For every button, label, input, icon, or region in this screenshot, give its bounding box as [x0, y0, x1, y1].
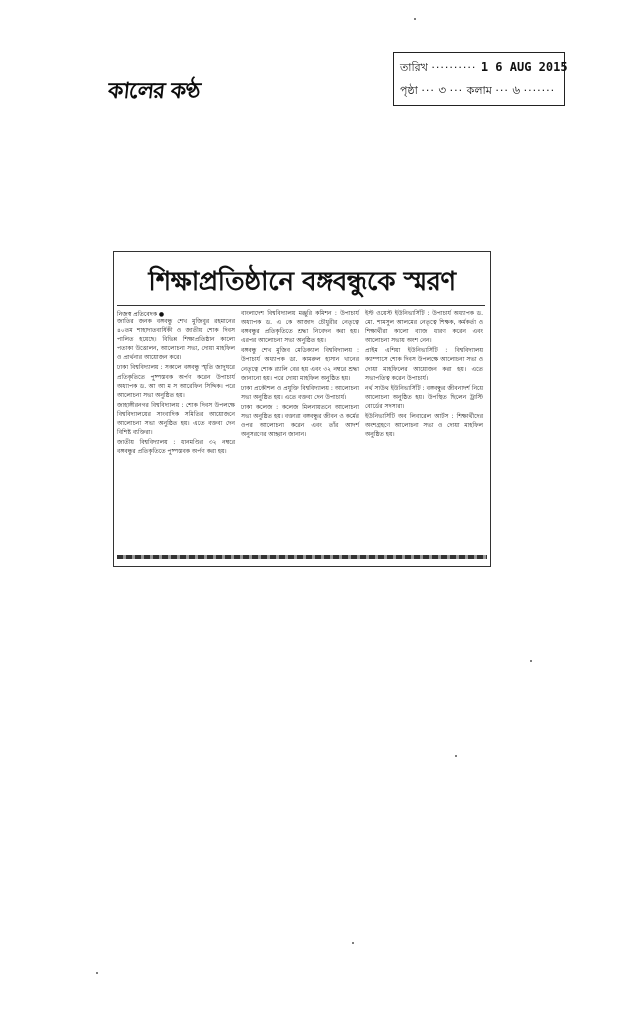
scan-speck	[414, 18, 416, 20]
article-column-2	[241, 309, 359, 440]
paragraph: বঙ্গবন্ধু শেখ মুজিব মেডিক্যাল বিশ্ববিদ্যালয় : উপাচার্য অধ্যাপক ডা. কামরুল হাসান খানের নেতৃত্বে শোক র‍্যালি বের হয় এবং ৩২ নম্বরে শ্রদ্ধা জানানো হয়। পরে দোয়া মাহফিল অনুষ্ঠিত হয়।	[241, 347, 359, 382]
stamp-page-row: পৃষ্ঠা ··· ৩ ··· কলাম ··· ৬ ·······	[400, 83, 556, 97]
paragraph: ঢাকা প্রকৌশল ও প্রযুক্তি বিশ্ববিদ্যালয় : আলোচনা সভা অনুষ্ঠিত হয়। এতে বক্তব্য দেন উপাচার্য।	[241, 384, 359, 401]
article-column-3	[365, 309, 483, 440]
scan-speck	[96, 972, 98, 974]
stamp-date-label: তারিখ	[400, 61, 428, 74]
scan-speck	[530, 660, 532, 662]
newspaper-masthead: কালের কণ্ঠ	[106, 78, 201, 104]
article-clipping	[113, 251, 491, 571]
paragraph: ঢাকা বিশ্ববিদ্যালয় : সকালে বঙ্গবন্ধু স্মৃতি জাদুঘরে প্রতিকৃতিতে পুষ্পস্তবক অর্পণ করেন উপাচার্য অধ্যাপক ড. আ আ ম স আরেফিন সিদ্দিক। পরে আলোচনা সভা অনুষ্ঠিত হয়।	[117, 364, 235, 399]
paragraph: বাংলাদেশ বিশ্ববিদ্যালয় মঞ্জুরি কমিশন : উপাচার্য অধ্যাপক ড. এ কে আজাদ চৌধুরীর নেতৃত্বে বঙ্গবন্ধুর প্রতিকৃতিতে শ্রদ্ধা নিবেদন করা হয়। এরপর আলোচনা সভা অনুষ্ঠিত হয়।	[241, 310, 359, 345]
paragraph: ইউনিভার্সিটি অব লিবারেল আর্টস : শিক্ষার্থীদের অংশগ্রহণে আলোচনা সভা ও দোয়া মাহফিল অনুষ্ঠিত হয়।	[365, 413, 483, 439]
paragraph: জাহাঙ্গীরনগর বিশ্ববিদ্যালয় : শোক দিবস উপলক্ষে বিশ্ববিদ্যালয়ের সাংবাদিক সমিতির আয়োজনে আলোচনা সভা অনুষ্ঠিত হয়। এতে বক্তব্য দেন বিশিষ্ট ব্যক্তিরা।	[117, 401, 235, 437]
article-column-1	[117, 317, 235, 457]
clipping-bottom-rule	[117, 555, 487, 559]
stamp-page-label: পৃষ্ঠা	[400, 84, 418, 97]
paragraph: নর্থ সাউথ ইউনিভার্সিটি : বঙ্গবন্ধুর জীবনাদর্শ নিয়ে আলোচনা অনুষ্ঠিত হয়। উপস্থিত ছিলেন ট্রাস্টি বোর্ডের সদস্যরা।	[365, 384, 483, 410]
stamp-date-value: 1 6 AUG 2015	[480, 60, 568, 74]
paragraph: জাতীয় বিশ্ববিদ্যালয় : ধানমণ্ডির ৩২ নম্বরে বঙ্গবন্ধুর প্রতিকৃতিতে পুষ্পস্তবক অর্পণ করা হয়।	[117, 439, 235, 456]
paragraph: ইস্ট ওয়েস্ট ইউনিভার্সিটি : উপাচার্য অধ্যাপক ড. মো. শামসুল আলমের নেতৃত্বে শিক্ষক, কর্মকর্তা ও শিক্ষার্থীরা কালো ব্যাজ ধারণ করেন এবং আলোচনা সভায় অংশ নেন।	[365, 310, 483, 345]
article-headline: শিক্ষাপ্রতিষ্ঠানে বঙ্গবন্ধুকে স্মরণ	[148, 267, 456, 297]
stamp-page-value: ৩	[438, 83, 447, 97]
stamp-column-label: কলাম	[466, 84, 492, 97]
clipping-stamp	[393, 52, 568, 106]
scan-speck	[455, 755, 457, 757]
scan-speck	[352, 942, 354, 944]
paragraph: প্রাইম এশিয়া ইউনিভার্সিটি : বিশ্ববিদ্যালয় ক্যাম্পাসে শোক দিবস উপলক্ষে আলোচনা সভা ও দোয়া মাহফিলের আয়োজন করা হয়। এতে সভাপতিত্ব করেন উপাচার্য।	[365, 347, 483, 382]
stamp-column-value: ৬	[512, 83, 521, 97]
headline-divider	[117, 305, 485, 306]
paragraph: জাতির জনক বঙ্গবন্ধু শেখ মুজিবুর রহমানের ৪০তম শাহাদাতবার্ষিকী ও জাতীয় শোক দিবস পালিত হয়েছে। বিভিন্ন শিক্ষাপ্রতিষ্ঠান কালো পতাকা উত্তোলন, আলোচনা সভা, দোয়া মাহফিল ও প্রার্থনার আয়োজন করে।	[117, 318, 235, 362]
article-byline: নিজস্ব প্রতিবেদক ●	[117, 311, 165, 318]
paragraph: ঢাকা কলেজ : কলেজ মিলনায়তনে আলোচনা সভা অনুষ্ঠিত হয়। বক্তারা বঙ্গবন্ধুর জীবন ও কর্মের ওপর আলোচনা করেন এবং তাঁর আদর্শ অনুসরণের আহ্বান জানান।	[241, 403, 359, 439]
stamp-date-row: তারিখ ·········· 1 6 AUG 2015	[400, 60, 568, 74]
